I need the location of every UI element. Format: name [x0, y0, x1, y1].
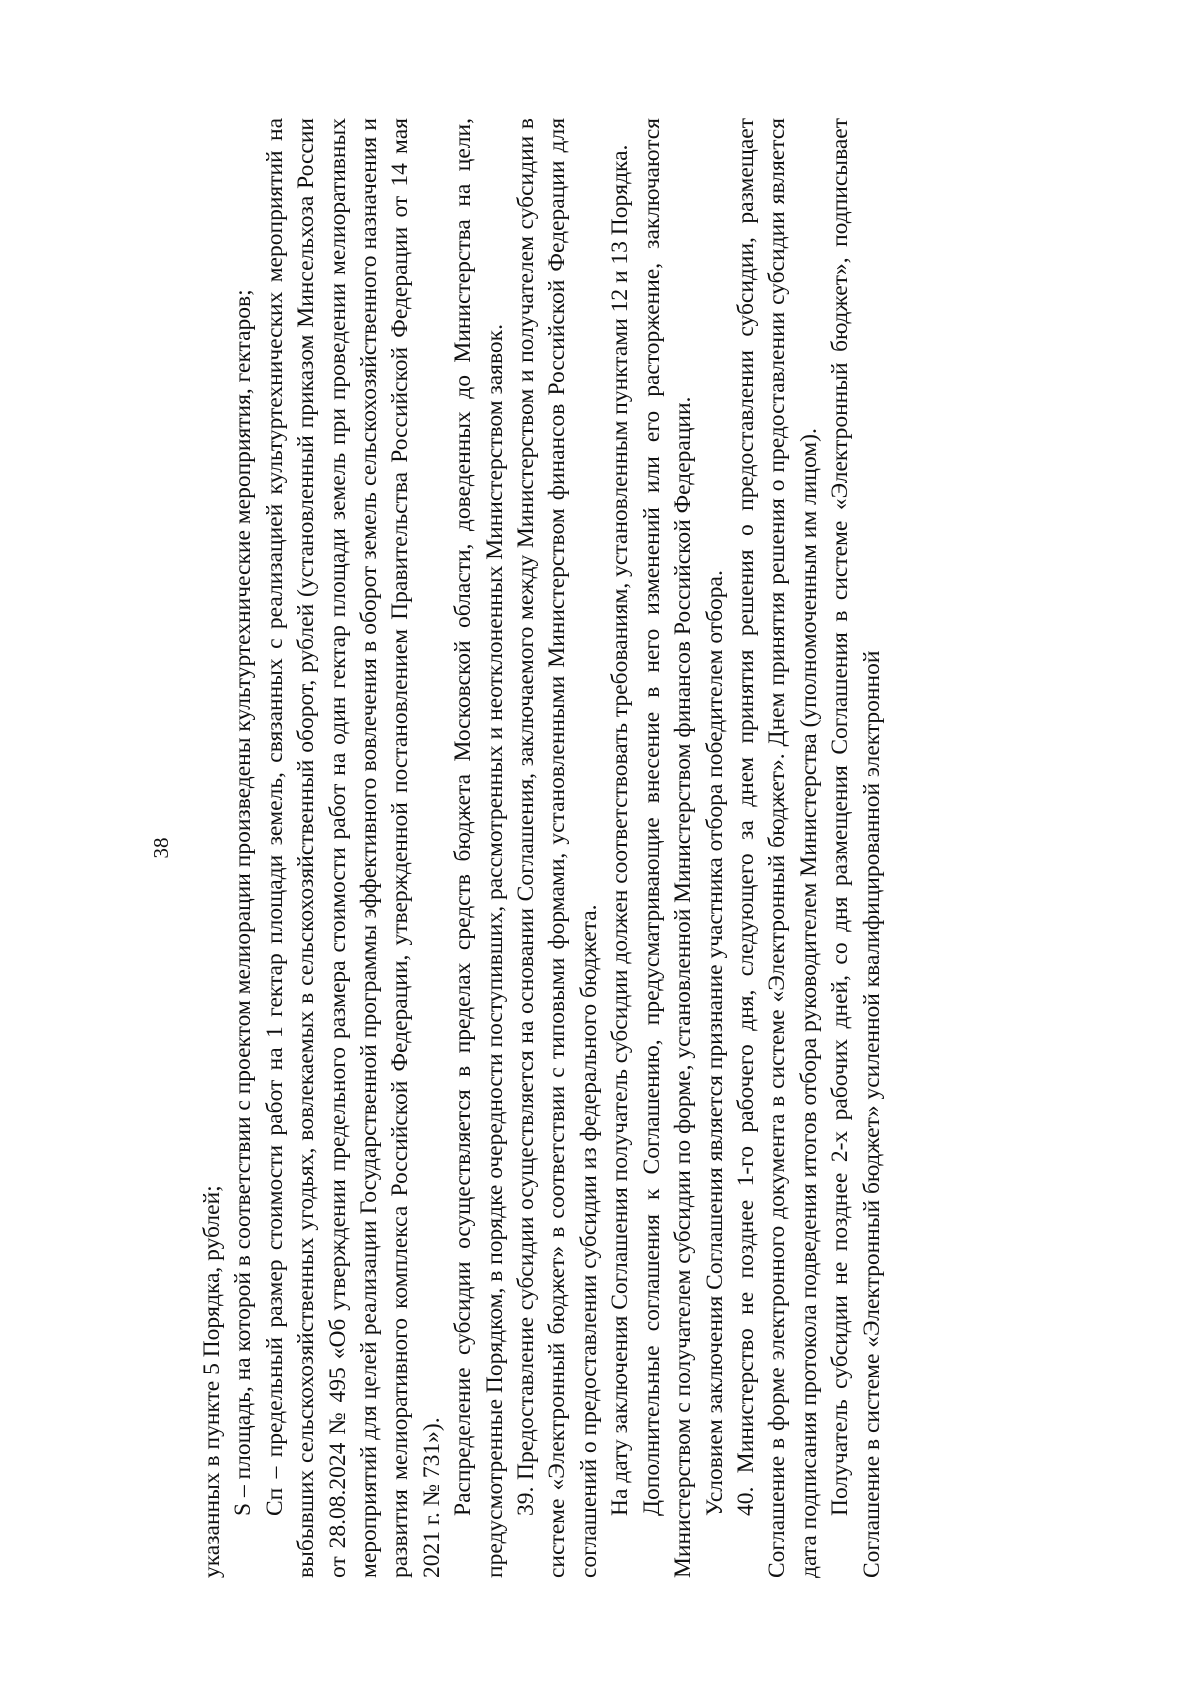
paragraph-7: Дополнительные соглашения к Соглашению, предусматривающие внесение в него изменений или его расторжение, заключаются Министерством с получателем субсидии по форме, установленной Министерством финансов Российской Федерации.: [638, 118, 697, 1578]
document-body: [197, 118, 888, 1578]
document-page: [135, 98, 1065, 1598]
paragraph-6: На дату заключения Соглашения получатель субсидии должен соответствовать требованиям, установленным пунктами 12 и 13 Порядка.: [607, 144, 634, 1516]
paragraph-3: Сп – предельный размер стоимости работ на 1 гектар площади земель, связанных с реализацией культуртехнических мероприятий на выбывших сельскохозяйственных угодьях, вовлекаемых в сельскохозяйственный оборот, рублей (установленный приказом Минсельхоза России от 28.08.2024 № 495 «Об утверждении предельного размера стоимости работ на один гектар площади земель при проведении мелиоративных мероприятий для целей реализации Государственной программы эффективного вовлечения в оборот земель сельскохозяйственного назначения и развития мелиоративного комплекса Российской Федерации, утвержденной постановлением Правительства Российской Федерации от 14 мая 2021 г. № 731»).: [261, 118, 445, 1578]
paragraph-8: Условием заключения Соглашения является признание участника отбора победителем отбора.: [701, 570, 728, 1516]
paragraph-5: 39. Предоставление субсидии осуществляется на основании Соглашения, заключаемого между Министерством и получателем субсидии в системе «Электронный бюджет» в соответствии с типовыми формами, установленными Министерством финансов Российской Федерации для соглашений о предоставлении субсидии из федерального бюджета.: [513, 118, 602, 1578]
page-number: 38: [149, 837, 173, 859]
paragraph-10: Получатель субсидии не позднее 2-х рабочих дней, со дня размещения Соглашения в системе «Электронный бюджет», подписывает Соглашение в системе «Электронный бюджет» усиленной квалифицированной электронной: [827, 118, 885, 1578]
paragraph-1: указанных в пункте 5 Порядка, рублей;: [199, 1185, 225, 1578]
paragraph-2: S – площадь, на которой в соответствии с проектом мелиорации произведены культуртехнические мероприятия, гектаров;: [230, 289, 257, 1516]
paragraph-9: 40. Министерство не позднее 1-го рабочего дня, следующего за днем принятия решения о предоставлении субсидии, размещает Соглашение в форме электронного документа в системе «Электронный бюджет». Днем принятия решения о предоставлении субсидии является дата подписания протокола подведения итогов отбора руководителем Министерства (уполномоченным им лицом).: [732, 118, 822, 1578]
paragraph-4: Распределение субсидии осуществляется в пределах средств бюджета Московской области, доведенных до Министерства на цели, предусмотренные Порядком, в порядке очередности поступивших, рассмотренных и неотклоненных Министерством заявок.: [450, 118, 508, 1578]
